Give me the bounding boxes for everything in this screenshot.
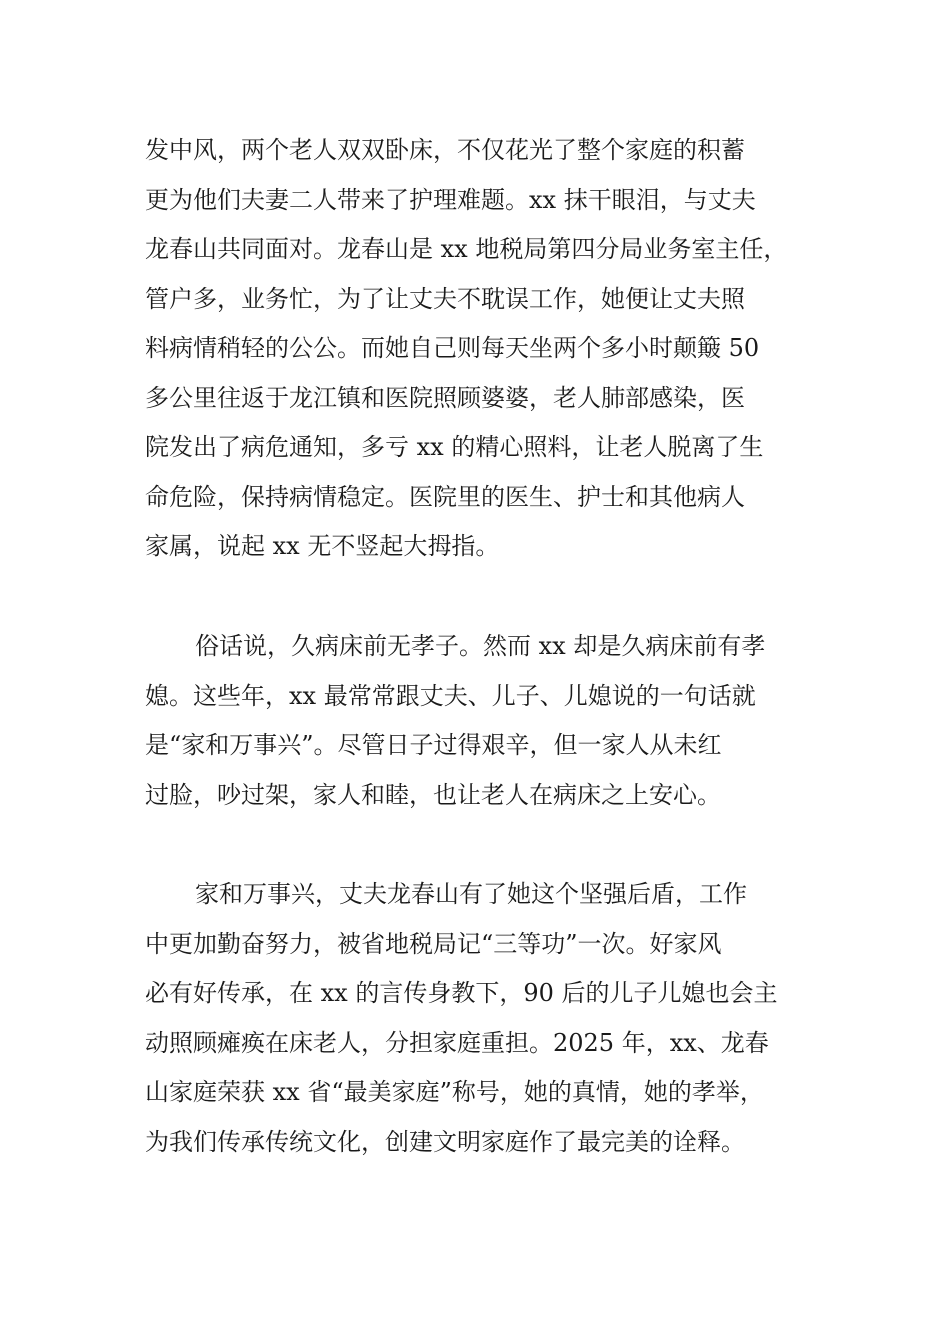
text-line: 媳。这些年，xx 最常常跟丈夫、儿子、儿媳说的一句话就 [145,681,756,710]
paragraph-3 [145,870,835,1167]
text-line: 多公里往返于龙江镇和医院照顾婆婆，老人肺部感染，医 [145,383,745,412]
text-line: 龙春山共同面对。龙春山是 xx 地税局第四分局业务室主任， [145,235,788,263]
text-line: 命危险，保持病情稳定。医院里的医生、护士和其他病人 [145,482,745,511]
text-line: 发中风，两个老人双双卧床，不仅花光了整个家庭的积蓄 [145,136,745,164]
text-line: 料病情稍轻的公公。而她自己则每天坐两个多小时颠簸 50 [145,334,760,362]
paragraph-1 [145,126,835,572]
text-line: 家属，说起 xx 无不竖起大拇指。 [145,532,500,560]
text-line: 院发出了病危通知，多亏 xx 的精心照料，让老人脱离了生 [145,433,764,461]
paragraph-2 [145,622,835,820]
text-line: 动照顾瘫痪在床老人，分担家庭重担。2025 年，xx、龙春 [145,1028,769,1057]
text-line: 过脸，吵过架，家人和睦，也让老人在病床之上安心。 [145,780,721,809]
text-line: 管户多，业务忙，为了让丈夫不耽误工作，她便让丈夫照 [145,284,745,313]
text-line: 为我们传承传统文化，创建文明家庭作了最完美的诠释。 [145,1127,745,1156]
text-line: 中更加勤奋努力，被省地税局记“三等功”一次。好家风 [145,929,722,958]
text-line: 更为他们夫妻二人带来了护理难题。xx 抹干眼泪，与丈夫 [145,185,756,214]
text-line: 山家庭荣获 xx 省“最美家庭”称号，她的真情，她的孝举， [145,1078,764,1106]
text-line: 是“家和万事兴”。尽管日子过得艰辛，但一家人从未红 [145,731,722,759]
text-line-first: 家和万事兴，丈夫龙春山有了她这个坚强后盾，工作 [195,880,747,908]
text-line: 必有好传承，在 xx 的言传身教下，90 后的儿子儿媳也会主 [145,979,778,1007]
text-line-first: 俗话说，久病床前无孝子。然而 xx 却是久病床前有孝 [195,632,766,660]
